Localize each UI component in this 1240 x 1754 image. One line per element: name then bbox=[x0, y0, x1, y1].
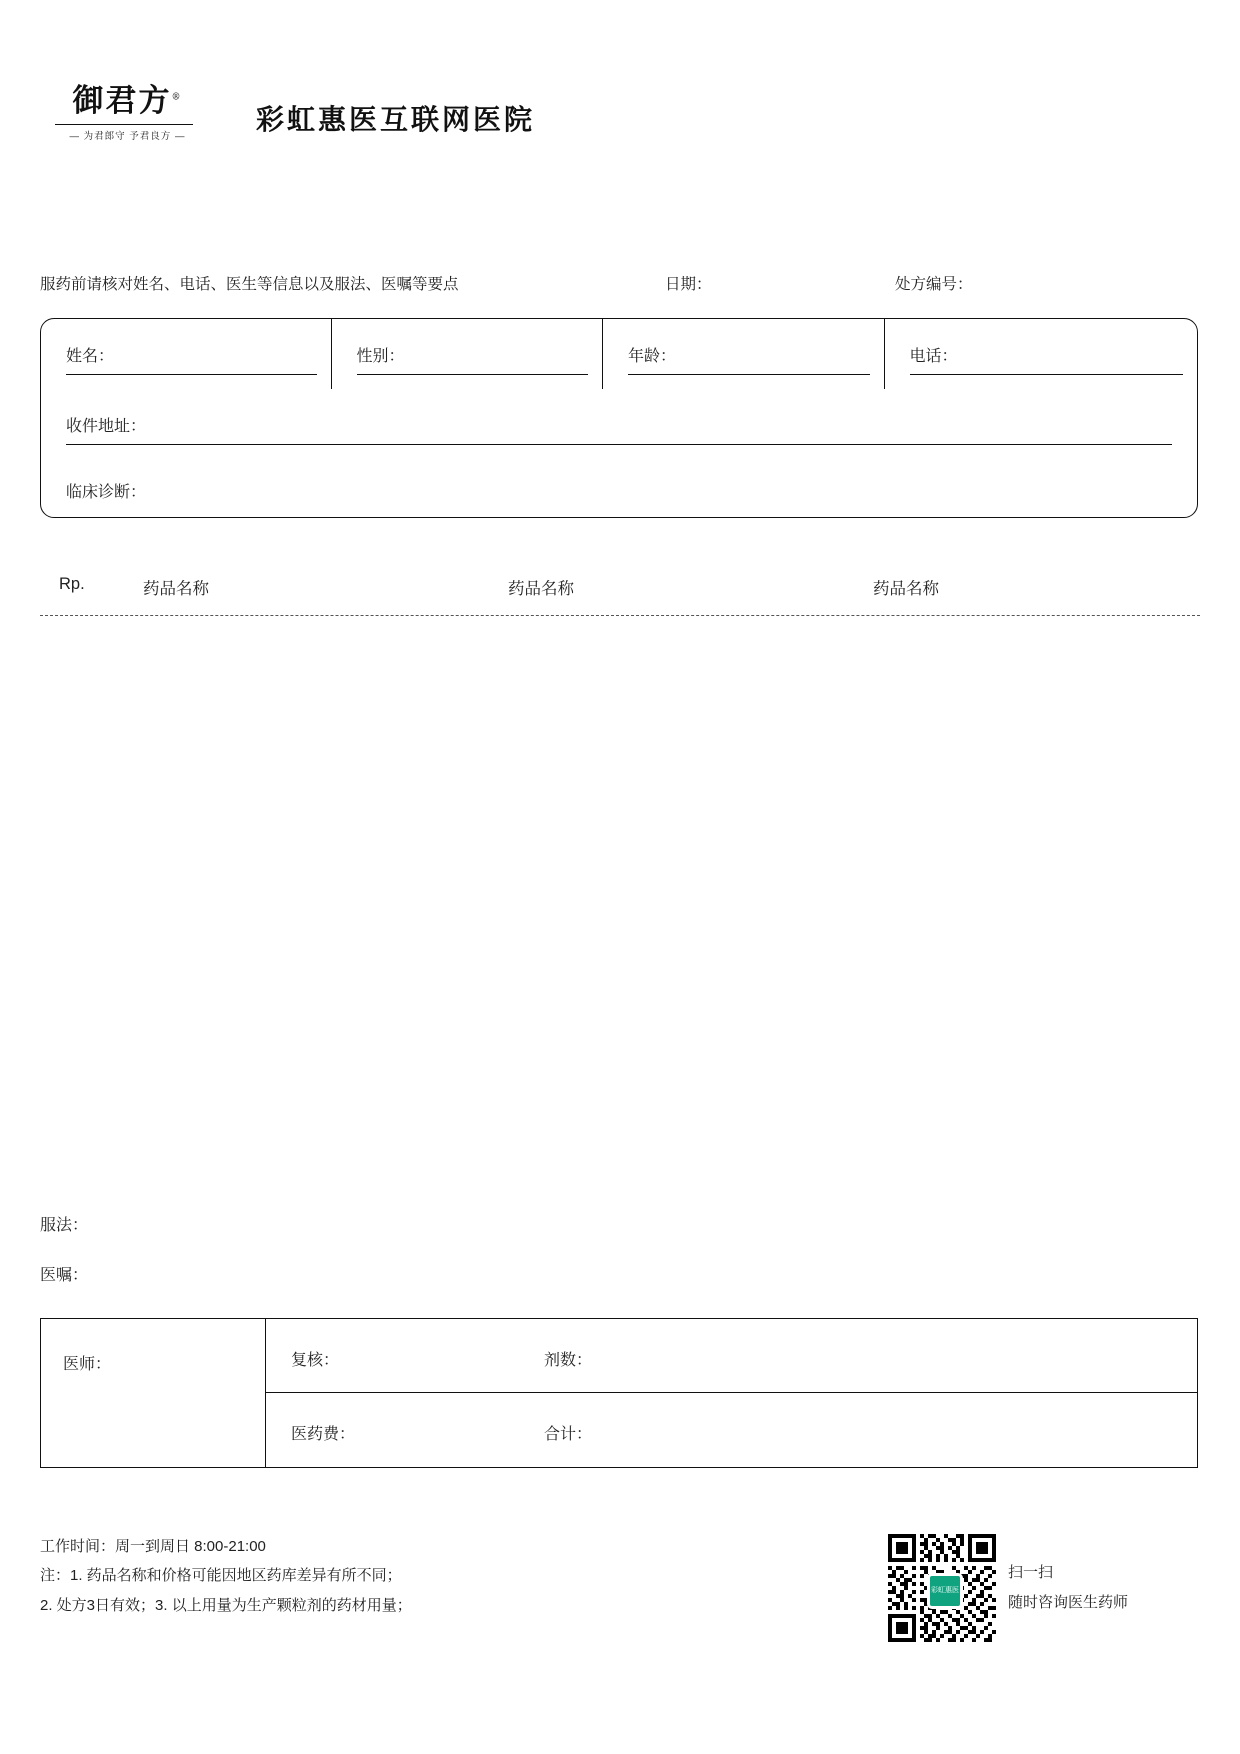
doses-field[interactable] bbox=[544, 1347, 592, 1370]
patient-gender-underline bbox=[357, 374, 589, 375]
logo-divider bbox=[55, 124, 193, 125]
clinical-diagnosis-label: 临床诊断： bbox=[66, 484, 147, 501]
drug-name-column-1: 药品名称 bbox=[143, 580, 209, 598]
prescription-header bbox=[40, 575, 1200, 609]
usage-method-label: 服法： bbox=[40, 1217, 89, 1234]
patient-age-field[interactable] bbox=[602, 319, 884, 389]
recheck-label: 复核： bbox=[291, 1352, 340, 1369]
logo-tagline: — 为君郎守 予君良方 — bbox=[69, 130, 186, 142]
doses-label: 剂数： bbox=[544, 1352, 593, 1369]
qr-caption bbox=[1008, 1558, 1128, 1618]
patient-phone-field[interactable] bbox=[884, 319, 1197, 389]
patient-phone-label: 电话： bbox=[909, 348, 958, 365]
prescription-divider bbox=[40, 615, 1200, 616]
footer-note-2: 2. 处方3日有效；3. 以上用量为生产颗粒剂的药材用量； bbox=[40, 1596, 412, 1614]
signature-row-recheck bbox=[266, 1319, 1197, 1393]
doctor-advice-field[interactable] bbox=[40, 1262, 88, 1285]
logo-wordmark bbox=[55, 85, 200, 118]
drug-name-column-3: 药品名称 bbox=[873, 580, 939, 598]
document-header bbox=[55, 85, 535, 142]
clinical-diagnosis-field[interactable] bbox=[41, 457, 1197, 517]
usage-method-field[interactable] bbox=[40, 1212, 88, 1235]
work-hours: 工作时间：周一到周日 8:00-21:00 bbox=[40, 1538, 266, 1555]
registered-mark-icon: ® bbox=[171, 92, 183, 103]
patient-name-underline bbox=[66, 374, 317, 375]
doctor-label: 医师： bbox=[63, 1356, 112, 1373]
patient-name-field[interactable] bbox=[41, 319, 331, 389]
patient-age-underline bbox=[628, 374, 870, 375]
patient-gender-field[interactable] bbox=[331, 319, 603, 389]
logo-text: 御君方 bbox=[72, 83, 172, 119]
date-label: 日期： bbox=[665, 276, 712, 293]
total-field[interactable] bbox=[544, 1421, 592, 1444]
signature-row-fees bbox=[266, 1393, 1197, 1467]
patient-info-box bbox=[40, 318, 1198, 518]
patient-phone-underline bbox=[910, 374, 1183, 375]
patient-row-primary bbox=[41, 319, 1197, 389]
patient-address-underline bbox=[66, 444, 1172, 445]
drug-name-column-2: 药品名称 bbox=[508, 580, 574, 598]
clinic-logo bbox=[55, 85, 200, 142]
patient-age-label: 年龄： bbox=[628, 348, 677, 365]
doctor-advice-label: 医嘱： bbox=[40, 1267, 89, 1284]
qr-section bbox=[888, 1534, 1128, 1642]
footer-note-1: 注：1. 药品名称和价格可能因地区药库差异有所不同； bbox=[40, 1567, 402, 1585]
prescription-number-label: 处方编号： bbox=[895, 276, 973, 293]
qr-caption-line-1: 扫一扫 bbox=[1008, 1564, 1054, 1581]
hospital-name: 彩虹惠医互联网医院 bbox=[256, 102, 536, 136]
patient-name-label: 姓名： bbox=[66, 348, 115, 365]
recheck-field[interactable] bbox=[291, 1347, 339, 1370]
total-label: 合计： bbox=[544, 1426, 593, 1443]
signature-box bbox=[40, 1318, 1198, 1468]
patient-gender-label: 性别： bbox=[356, 348, 405, 365]
signature-right-column bbox=[266, 1319, 1197, 1467]
qr-center-logo: 彩虹惠医 bbox=[927, 1573, 963, 1609]
patient-address-label: 收件地址： bbox=[66, 418, 147, 435]
doctor-signature-field[interactable] bbox=[41, 1319, 266, 1467]
patient-address-field[interactable] bbox=[41, 389, 1197, 457]
verify-instruction: 服药前请核对姓名、电话、医生等信息以及服法、医嘱等要点 bbox=[40, 276, 459, 293]
qr-code[interactable] bbox=[888, 1534, 996, 1642]
qr-caption-line-2: 随时咨询医生药师 bbox=[1008, 1594, 1129, 1611]
rp-label: Rp. bbox=[59, 575, 85, 593]
footer-notes bbox=[40, 1532, 800, 1620]
prescription-item-area[interactable] bbox=[40, 625, 1200, 1195]
medicine-fee-field[interactable] bbox=[291, 1421, 355, 1444]
medicine-fee-label: 医药费： bbox=[291, 1426, 356, 1443]
